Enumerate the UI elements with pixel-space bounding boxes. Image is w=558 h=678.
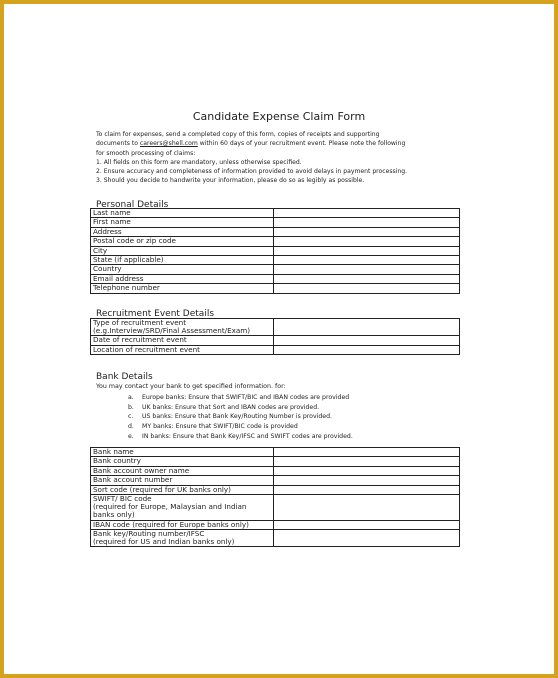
intro-item-3: 3. Should you decide to handwrite your information, please do so as legibly as possible. [96,177,365,185]
bank-label-line: (required for Europe, Malaysian and Indian [93,502,247,512]
recruitment-row [91,336,460,345]
personal-value-field[interactable] [274,246,460,255]
personal-row [91,237,460,246]
personal-label-line: Address [93,226,122,236]
bank-details-heading: Bank Details [96,372,153,382]
bank-label [91,529,274,546]
recruitment-row [91,345,460,354]
personal-label-line: Postal code or zip code [93,236,176,246]
personal-value-field[interactable] [274,274,460,283]
personal-label-line: Last name [93,208,131,217]
bank-label-line: Bank account owner name [93,465,190,475]
bank-label [91,476,274,485]
bank-row [91,457,460,466]
intro-line-1: To claim for expenses, send a completed copy of this form, copies of receipts and supporting [96,131,380,138]
bank-requirement-text: US banks: Ensure that Bank Key/Routing Number is provided. [142,413,332,421]
personal-row [91,284,460,293]
recruitment-label [91,336,274,345]
bank-label-line: Bank country [93,456,141,466]
personal-value-field[interactable] [274,255,460,264]
personal-label-line: Email address [93,273,144,283]
personal-label-line: Telephone number [93,283,160,293]
recruitment-details-heading: Recruitment Event Details [96,309,215,319]
bank-requirement-text: UK banks: Ensure that Sort and IBAN codes are provided. [142,403,320,411]
bank-row [91,529,460,546]
intro-line-2-end: within 60 days of your recruitment event. Please note the following [197,140,406,148]
recruitment-details-table [90,318,460,355]
personal-value-field[interactable] [274,265,460,274]
recruitment-label-line: Type of recruitment event [93,318,187,327]
bank-value-field[interactable] [274,466,460,475]
recruitment-label-line: Location of recruitment event [93,344,200,354]
personal-value-field[interactable] [274,284,460,293]
personal-label [91,237,274,246]
recruitment-value-field[interactable] [274,345,460,354]
bank-value-field[interactable] [274,494,460,520]
bank-requirement-letter: c. [128,413,134,421]
bank-requirement-item [128,412,428,422]
intro-item-1: 1. All fields on this form are mandatory, unless otherwise specified. [96,158,302,166]
bank-requirement-item [128,422,428,432]
bank-row [91,494,460,520]
bank-value-field[interactable] [274,485,460,494]
bank-row [91,448,460,457]
personal-value-field[interactable] [274,237,460,246]
recruitment-label-line: (e.g.Interview/SRD/Final Assessment/Exam) [93,326,251,336]
bank-requirement-item [128,403,428,413]
bank-label-line: Sort code (required for UK banks only) [93,484,231,494]
bank-label-line: IBAN code (required for Europe banks only) [93,519,249,529]
personal-label-line: State (if applicable) [93,254,164,264]
bank-requirement-letter: a. [128,394,134,401]
bank-requirement-letter: e. [128,432,134,440]
intro-line-3: for smooth processing of claims: [96,149,196,157]
bank-value-field[interactable] [274,457,460,466]
recruitment-value-field[interactable] [274,319,460,336]
bank-label-line: (required for US and Indian banks only) [93,537,235,547]
personal-label-line: City [93,245,108,255]
bank-value-field[interactable] [274,448,460,457]
bank-requirement-text: Europe banks: Ensure that SWIFT/BIC and IBAN codes are provided [142,394,350,401]
recruitment-value-field[interactable] [274,336,460,345]
bank-label [91,494,274,520]
bank-requirement-letter: b. [128,403,134,411]
bank-requirements-list [128,393,428,442]
bank-label-line: Bank key/Routing number/IFSC [93,528,205,538]
personal-label [91,218,274,227]
personal-details-table [90,208,460,294]
recruitment-label [91,319,274,336]
intro-item-2: 2. Ensure accuracy and completeness of information provided to avoid delays in payment processing. [96,168,408,176]
intro-text [96,130,476,186]
bank-value-field[interactable] [274,476,460,485]
recruitment-label [91,345,274,354]
bank-label-line: Bank name [93,447,134,456]
personal-row [91,218,460,227]
bank-label [91,457,274,466]
personal-label [91,265,274,274]
personal-details-heading: Personal Details [96,200,169,210]
recruitment-label-line: Date of recruitment event [93,335,187,345]
intro-line-2-start: documents to [96,140,140,148]
bank-requirement-text: MY banks: Ensure that SWIFT/BIC code is provided [142,423,298,431]
careers-email-link[interactable]: careers@shell.com [139,140,198,148]
bank-label-line: SWIFT/ BIC code [93,493,152,503]
bank-value-field[interactable] [274,520,460,529]
personal-label-line: First name [93,217,131,227]
bank-label-line: banks only) [93,510,135,520]
personal-value-field[interactable] [274,227,460,236]
bank-requirement-item [128,432,428,442]
personal-value-field[interactable] [274,209,460,218]
personal-label-line: Country [93,264,122,274]
bank-details-table [90,447,460,547]
bank-note: You may contact your bank to get specified information. for: [96,383,286,390]
personal-row [91,265,460,274]
bank-requirement-item [128,393,428,403]
bank-row [91,476,460,485]
bank-label-line: Bank account number [93,475,173,485]
bank-value-field[interactable] [274,529,460,546]
personal-row [91,255,460,264]
bank-requirement-letter: d. [128,423,134,431]
personal-label [91,284,274,293]
form-title: Candidate Expense Claim Form [192,110,366,123]
document-page [4,4,554,674]
bank-requirement-text: IN banks: Ensure that Bank Key/IFSC and SWIFT codes are provided. [142,432,353,440]
personal-row [91,209,460,218]
intro-line-2 [96,139,476,148]
recruitment-row [91,319,460,336]
personal-value-field[interactable] [274,218,460,227]
